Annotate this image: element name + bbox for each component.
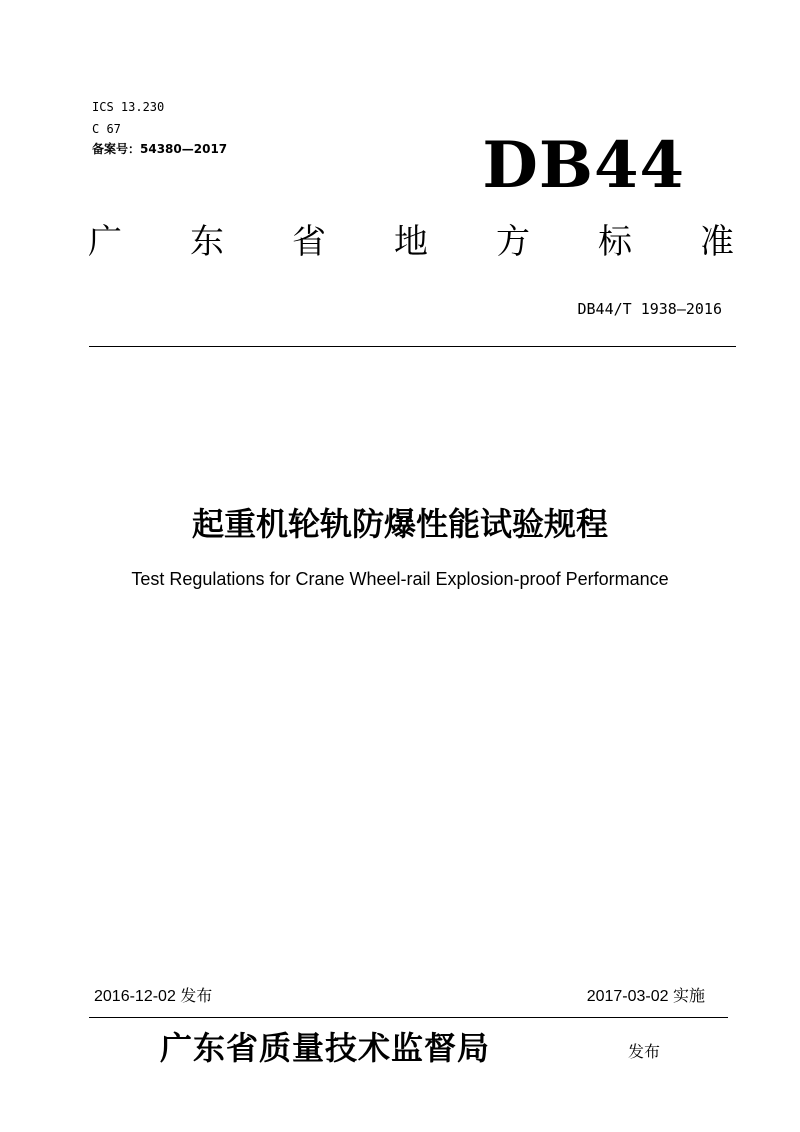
category-char: 标: [598, 222, 632, 262]
standard-number: DB44/T 1938—2016: [577, 300, 722, 318]
issue-label: 发布: [628, 1042, 661, 1061]
issuing-authority: 广东省质量技术监督局: [160, 1029, 491, 1067]
ics-code: ICS 13.230: [92, 100, 165, 114]
bottom-divider: [89, 1017, 728, 1018]
document-title-cn: 起重机轮轨防爆性能试验规程: [191, 505, 608, 543]
category-char: 东: [190, 222, 224, 262]
category-char: 地: [394, 222, 428, 262]
top-divider: [89, 346, 736, 347]
category-char: 广: [88, 222, 122, 262]
standard-code-logo: DB44: [482, 128, 685, 203]
release-date: 2016-12-02 发布: [94, 988, 213, 1005]
category-char: 省: [292, 222, 326, 262]
implementation-date: 2017-03-02 实施: [586, 988, 705, 1005]
ccs-code: C 67: [92, 122, 121, 136]
document-title-en: Test Regulations for Crane Wheel-rail Explosion-proof Performance: [131, 569, 669, 589]
category-char: 准: [700, 222, 734, 262]
category-char: 方: [496, 222, 530, 262]
record-number: 备案号：54380—2017: [92, 142, 228, 156]
standard-category-title: [88, 218, 734, 266]
